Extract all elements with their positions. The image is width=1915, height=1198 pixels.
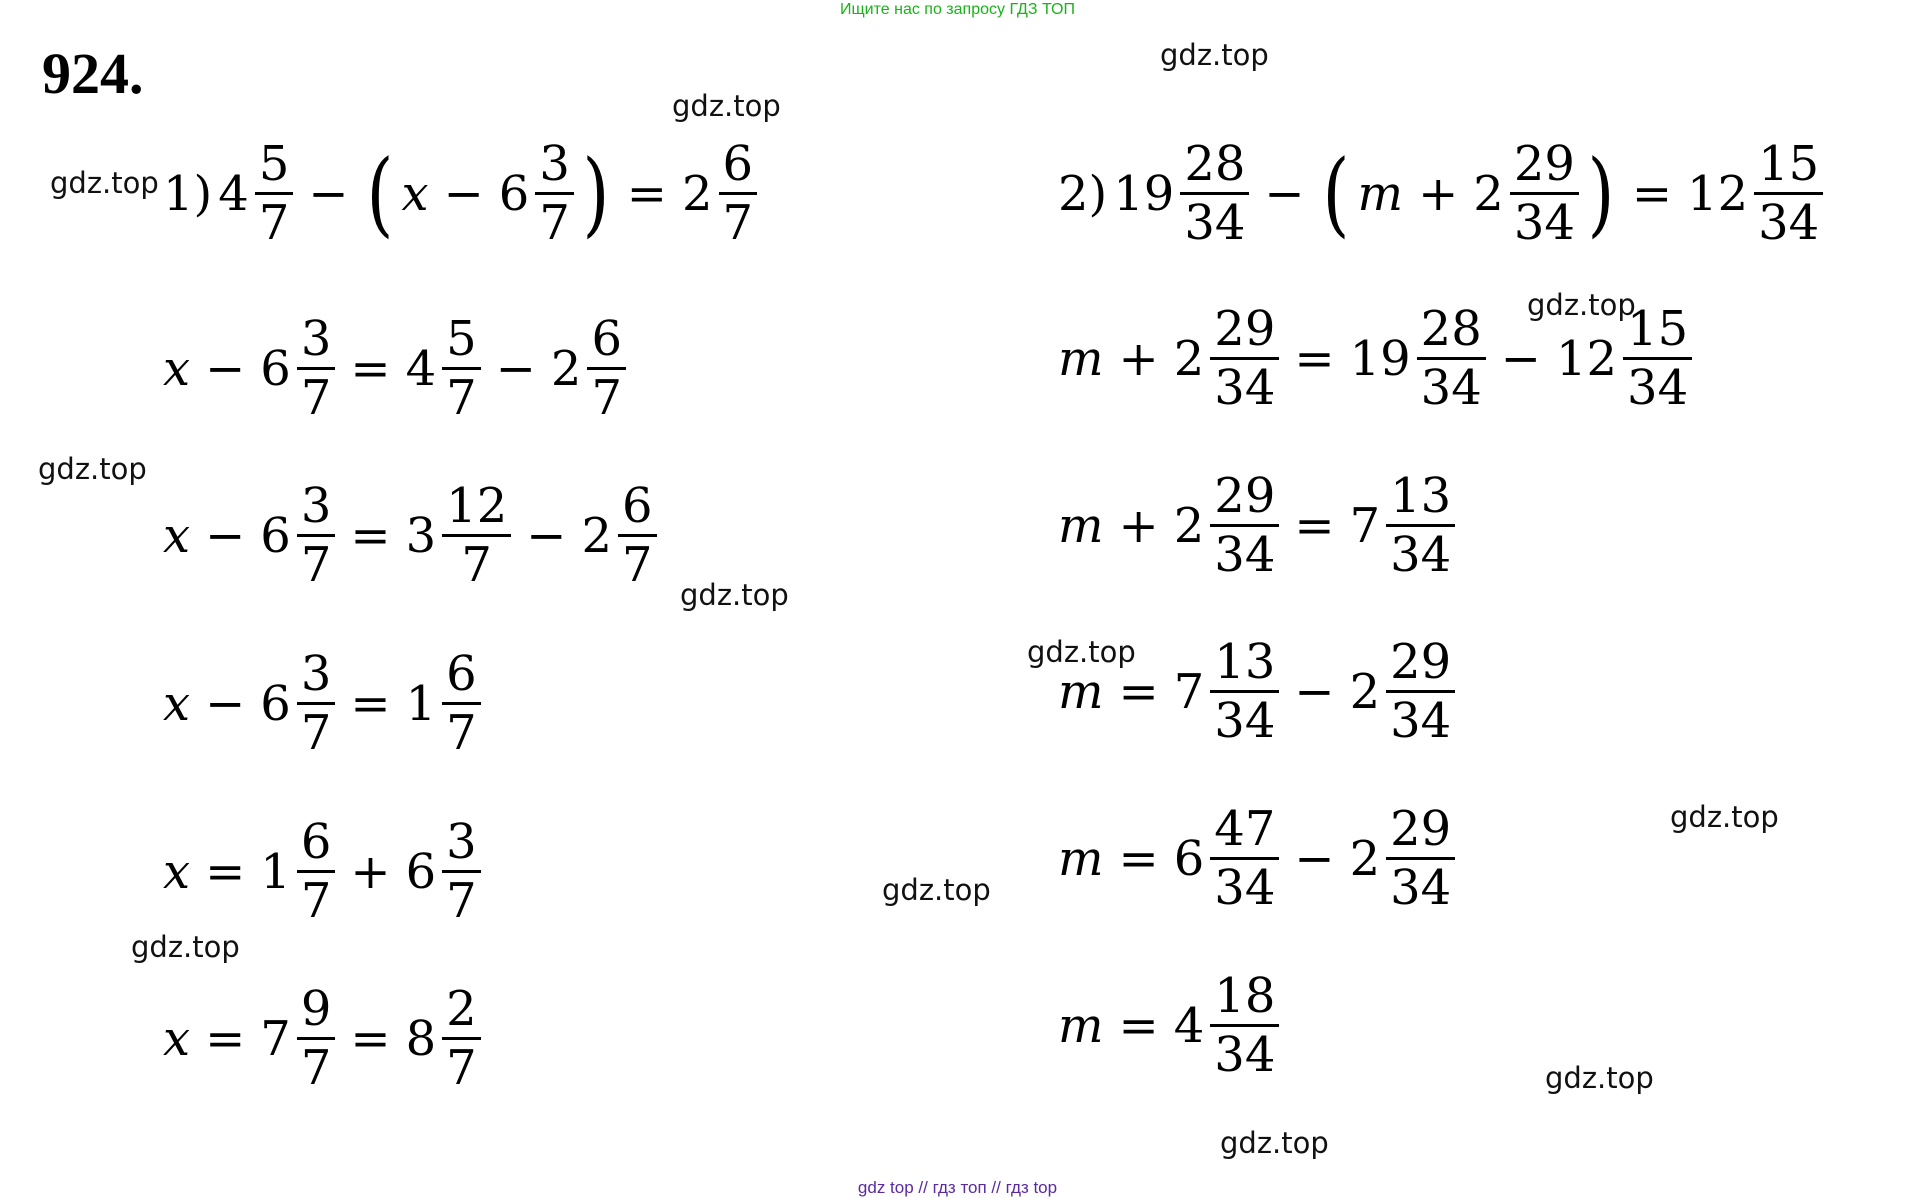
- footer-links: gdz top // гдз топ // гдз top: [857, 1178, 1058, 1197]
- fraction: [297, 478, 336, 593]
- operator: −: [205, 507, 246, 564]
- operator: −: [205, 675, 246, 732]
- fraction-denominator: 7: [722, 195, 754, 251]
- fraction-numerator: 6: [442, 650, 481, 705]
- number: 6: [498, 165, 530, 222]
- fraction-denominator: 34: [1214, 860, 1276, 916]
- fraction: [1386, 634, 1455, 749]
- number: 7: [1349, 497, 1381, 554]
- equation-line: [160, 646, 484, 761]
- fraction-denominator: 34: [1214, 693, 1276, 749]
- fraction-denominator: 7: [591, 370, 623, 426]
- number: 6: [260, 340, 291, 397]
- watermark: gdz.top: [1670, 800, 1779, 834]
- fraction: [1386, 468, 1455, 583]
- equation-line: [160, 136, 760, 251]
- fraction-denominator: 7: [300, 705, 332, 761]
- fraction: [1210, 468, 1279, 583]
- operator: −: [1264, 165, 1305, 222]
- number: 2: [1473, 165, 1504, 222]
- fraction-numerator: 13: [1210, 638, 1279, 693]
- fraction: [442, 981, 481, 1096]
- fraction: [618, 478, 657, 593]
- fraction-numerator: 13: [1386, 472, 1455, 527]
- equation-line: [160, 981, 484, 1096]
- operator: +: [1118, 330, 1159, 387]
- fraction-numerator: 3: [535, 140, 574, 195]
- operator: −: [443, 165, 484, 222]
- operator: =: [1118, 997, 1159, 1054]
- fraction-denominator: 34: [1390, 860, 1452, 916]
- number: 4: [218, 165, 249, 222]
- fraction-numerator: 2: [442, 985, 481, 1040]
- operator: =: [1294, 330, 1335, 387]
- variable: x: [163, 675, 191, 732]
- operator: −: [526, 507, 567, 564]
- watermark: gdz.top: [680, 578, 789, 612]
- number: 12: [1687, 165, 1749, 222]
- variable: x: [163, 1010, 191, 1067]
- watermark: gdz.top: [672, 89, 781, 123]
- operator: =: [205, 843, 246, 900]
- equation-line: [1055, 968, 1282, 1083]
- fraction-numerator: 5: [255, 140, 294, 195]
- equation-line: [160, 478, 660, 593]
- number: 7: [1173, 663, 1205, 720]
- fraction: [297, 981, 336, 1096]
- fraction-numerator: 3: [297, 315, 336, 370]
- number: 6: [405, 843, 437, 900]
- fraction-numerator: 29: [1510, 140, 1579, 195]
- fraction-numerator: 47: [1210, 805, 1279, 860]
- watermark: gdz.top: [1545, 1061, 1654, 1095]
- fraction-numerator: 12: [442, 482, 511, 537]
- variable: m: [1058, 663, 1104, 720]
- fraction: [1210, 301, 1279, 416]
- number: 2: [1173, 330, 1205, 387]
- number: 1: [405, 675, 437, 732]
- parenthesis: ): [1587, 139, 1615, 247]
- number: 2: [550, 340, 582, 397]
- fraction-denominator: 34: [1214, 527, 1276, 583]
- number: 2): [1058, 165, 1108, 222]
- number: 1: [260, 843, 291, 900]
- number: 19: [1349, 330, 1411, 387]
- fraction-denominator: 7: [539, 195, 570, 251]
- fraction: [1417, 301, 1486, 416]
- number: 19: [1113, 165, 1175, 222]
- watermark: gdz.top: [1160, 38, 1269, 72]
- operator: −: [1294, 663, 1335, 720]
- fraction-denominator: 7: [300, 537, 332, 593]
- number: 8: [405, 1010, 437, 1067]
- equation-line: [1055, 136, 1826, 251]
- equation-line: [1055, 468, 1458, 583]
- fraction: [1754, 136, 1823, 251]
- fraction-denominator: 7: [622, 537, 653, 593]
- number: 2: [1173, 497, 1205, 554]
- fraction-numerator: 29: [1386, 805, 1455, 860]
- operator: −: [205, 340, 246, 397]
- fraction-numerator: 29: [1210, 305, 1279, 360]
- operator: −: [308, 165, 349, 222]
- fraction-numerator: 28: [1417, 305, 1486, 360]
- number: 2: [1349, 663, 1381, 720]
- variable: m: [1357, 165, 1404, 222]
- parenthesis: (: [366, 139, 393, 247]
- search-banner: Ищите нас по запросу ГДЗ ТОП: [840, 1, 1075, 18]
- variable: x: [163, 507, 191, 564]
- fraction-denominator: 7: [258, 195, 290, 251]
- fraction: [442, 646, 481, 761]
- fraction-denominator: 7: [446, 705, 477, 761]
- fraction: [297, 311, 336, 426]
- fraction: [442, 478, 511, 593]
- fraction: [535, 136, 574, 251]
- fraction-denominator: 7: [446, 873, 477, 929]
- fraction: [1386, 801, 1455, 916]
- fraction-denominator: 7: [300, 873, 332, 929]
- fraction-numerator: 15: [1623, 305, 1692, 360]
- fraction: [255, 136, 294, 251]
- fraction-numerator: 6: [719, 140, 758, 195]
- watermark: gdz.top: [131, 930, 240, 964]
- number: 4: [1173, 997, 1205, 1054]
- number: 2: [581, 507, 612, 564]
- number: 6: [260, 507, 291, 564]
- operator: =: [1118, 830, 1159, 887]
- operator: +: [1118, 497, 1159, 554]
- fraction: [719, 136, 758, 251]
- fraction-numerator: 18: [1210, 972, 1279, 1027]
- fraction-numerator: 6: [618, 482, 657, 537]
- fraction-denominator: 34: [1390, 693, 1452, 749]
- fraction-denominator: 7: [300, 1040, 332, 1096]
- fraction-numerator: 28: [1180, 140, 1249, 195]
- watermark: gdz.top: [1527, 288, 1636, 322]
- fraction: [1210, 801, 1279, 916]
- fraction: [297, 814, 336, 929]
- operator: =: [205, 1010, 246, 1067]
- fraction-denominator: 7: [461, 537, 492, 593]
- parenthesis: ): [582, 139, 610, 247]
- number: 3: [405, 507, 437, 564]
- operator: =: [1118, 663, 1159, 720]
- number: 6: [1173, 830, 1205, 887]
- watermark: gdz.top: [882, 873, 991, 907]
- fraction: [1180, 136, 1249, 251]
- fraction-denominator: 7: [446, 1040, 477, 1096]
- fraction: [1210, 968, 1279, 1083]
- fraction: [442, 311, 481, 426]
- fraction: [1510, 136, 1579, 251]
- operator: =: [350, 340, 391, 397]
- equation-line: [160, 814, 484, 929]
- fraction-denominator: 34: [1214, 1027, 1276, 1083]
- fraction-denominator: 34: [1390, 527, 1452, 583]
- variable: x: [401, 165, 429, 222]
- fraction-numerator: 29: [1386, 638, 1455, 693]
- number: 12: [1555, 330, 1618, 387]
- number: 6: [260, 675, 291, 732]
- number: 2: [682, 165, 713, 222]
- task-number: 924.: [42, 41, 144, 106]
- fraction-denominator: 7: [446, 370, 477, 426]
- fraction-denominator: 34: [1420, 360, 1482, 416]
- operator: =: [626, 165, 667, 222]
- fraction-denominator: 7: [300, 370, 332, 426]
- fraction: [297, 646, 336, 761]
- operator: +: [350, 843, 391, 900]
- fraction: [1210, 634, 1279, 749]
- fraction-denominator: 34: [1513, 195, 1575, 251]
- parenthesis: (: [1322, 139, 1350, 247]
- fraction-numerator: 15: [1754, 140, 1823, 195]
- number: 1): [163, 165, 213, 222]
- operator: −: [495, 340, 536, 397]
- watermark: gdz.top: [38, 452, 147, 486]
- number: 4: [405, 340, 437, 397]
- fraction-numerator: 3: [297, 482, 336, 537]
- operator: −: [1294, 830, 1335, 887]
- variable: m: [1058, 497, 1104, 554]
- fraction: [442, 814, 481, 929]
- fraction-numerator: 29: [1210, 472, 1279, 527]
- fraction-numerator: 6: [587, 315, 626, 370]
- fraction-denominator: 34: [1214, 360, 1276, 416]
- number: 7: [260, 1010, 291, 1067]
- fraction-numerator: 9: [297, 985, 336, 1040]
- equation-line: [160, 311, 629, 426]
- variable: m: [1058, 830, 1104, 887]
- fraction-numerator: 3: [442, 818, 481, 873]
- operator: =: [350, 507, 391, 564]
- watermark: gdz.top: [50, 166, 159, 200]
- operator: =: [350, 1010, 391, 1067]
- variable: m: [1058, 997, 1104, 1054]
- equation-line: [1055, 801, 1458, 916]
- fraction-denominator: 34: [1627, 360, 1689, 416]
- variable: x: [163, 843, 191, 900]
- fraction-denominator: 34: [1184, 195, 1246, 251]
- fraction-denominator: 34: [1758, 195, 1820, 251]
- watermark: gdz.top: [1220, 1126, 1329, 1160]
- operator: =: [1631, 165, 1673, 222]
- fraction-numerator: 6: [297, 818, 336, 873]
- fraction: [587, 311, 626, 426]
- variable: x: [163, 340, 191, 397]
- watermark: gdz.top: [1027, 635, 1136, 669]
- variable: m: [1058, 330, 1104, 387]
- operator: −: [1500, 330, 1541, 387]
- fraction-numerator: 5: [442, 315, 481, 370]
- number: 2: [1349, 830, 1381, 887]
- operator: +: [1418, 165, 1459, 222]
- operator: =: [1294, 497, 1335, 554]
- fraction-numerator: 3: [297, 650, 336, 705]
- operator: =: [350, 675, 391, 732]
